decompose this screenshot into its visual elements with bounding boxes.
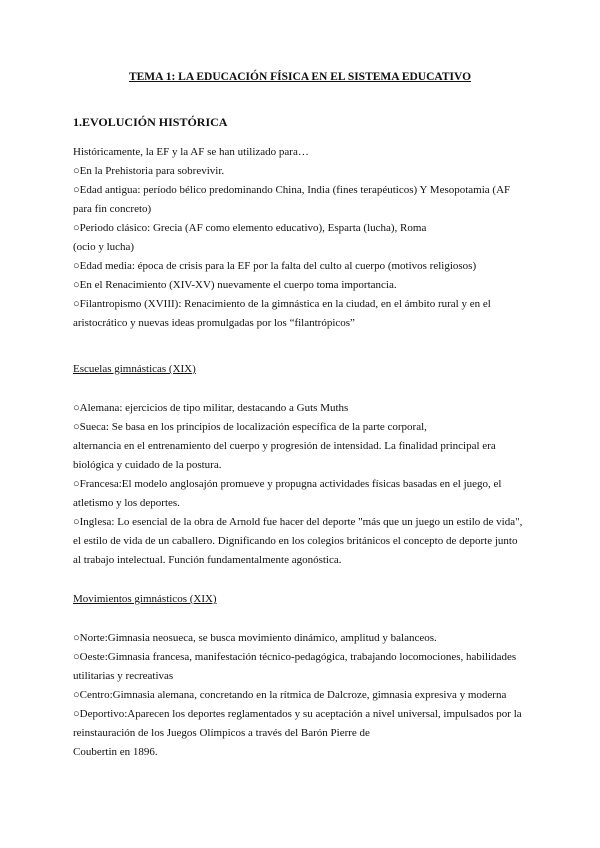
list-item: ○En el Renacimiento (XIV-XV) nuevamente el cuerpo toma importancia. (73, 279, 397, 291)
list-item: ○Alemana: ejercicios de tipo militar, destacando a Guts Muths (73, 402, 349, 414)
paragraph-line: al trabajo intelectual. Función fundamentalmente agonóstica. (73, 554, 342, 566)
paragraph-line: biológica y cuidado de la postura. (73, 459, 222, 471)
paragraph-line: aristocrático y nuevas ideas promulgadas por los “filantrópicos” (73, 317, 355, 329)
paragraph-line: atletismo y los deportes. (73, 497, 180, 509)
list-item: ○Periodo clásico: Grecia (AF como elemento educativo), Esparta (lucha), Roma (73, 222, 427, 234)
list-item: ○Sueca: Se basa en los principios de localización específica de la parte corporal, (73, 421, 427, 433)
paragraph-line: el estilo de vida de un caballero. Dignificando en los colegios británicos el concepto de deporte junto (73, 535, 518, 547)
paragraph-line: utilitarias y recreativas (73, 670, 174, 682)
document-title: TEMA 1: LA EDUCACIÓN FÍSICA EN EL SISTEMA EDUCATIVO (128, 71, 472, 83)
list-item: ○Filantropismo (XVIII): Renacimiento de la gimnástica en la ciudad, en el ámbito rural y en el (73, 298, 491, 310)
list-item: ○Oeste:Gimnasia francesa, manifestación técnico-pedagógica, trabajando locomociones, habilidades (73, 651, 517, 663)
section-heading-escuelas: Escuelas gimnásticas (XIX) (73, 363, 196, 375)
list-item: ○Norte:Gimnasia neosueca, se busca movimiento dinámico, amplitud y balanceos. (73, 632, 437, 644)
list-item: ○Inglesa: Lo esencial de la obra de Arnold fue hacer del deporte "más que un juego un estilo de vida", (73, 516, 523, 528)
paragraph-line: reinstauración de los Juegos Olímpicos a través del Barón Pierre de (73, 727, 370, 739)
list-item: ○Centro:Gimnasia alemana, concretando en la rítmica de Dalcroze, gimnasia expresiva y moderna (73, 689, 507, 701)
paragraph-line: para fin concreto) (73, 203, 152, 215)
list-item: ○Edad antigua: período bélico predominando China, India (fines terapéuticos) Y Mesopotamia (AF (73, 184, 511, 196)
paragraph-line: (ocio y lucha) (73, 241, 135, 253)
list-item: ○Edad media: época de crisis para la EF por la falta del culto al cuerpo (motivos religiosos) (73, 260, 477, 272)
section-heading-evolucion: 1.EVOLUCIÓN HISTÓRICA (73, 115, 228, 129)
list-item: ○Francesa:El modelo anglosajón promueve y propugna actividades físicas basadas en el juego, el (73, 478, 502, 490)
paragraph-line: Históricamente, la EF y la AF se han utilizado para… (73, 146, 309, 158)
paragraph-line: alternancia en el entrenamiento del cuerpo y progresión de intensidad. La finalidad principal era (73, 440, 496, 452)
list-item: ○Deportivo:Aparecen los deportes reglamentados y su aceptación a nivel universal, impulsados por la (73, 708, 522, 720)
paragraph-line: Coubertin en 1896. (73, 746, 158, 758)
list-item: ○En la Prehistoria para sobrevivir. (73, 165, 225, 177)
section-heading-movimientos: Movimientos gimnásticos (XIX) (73, 593, 217, 605)
